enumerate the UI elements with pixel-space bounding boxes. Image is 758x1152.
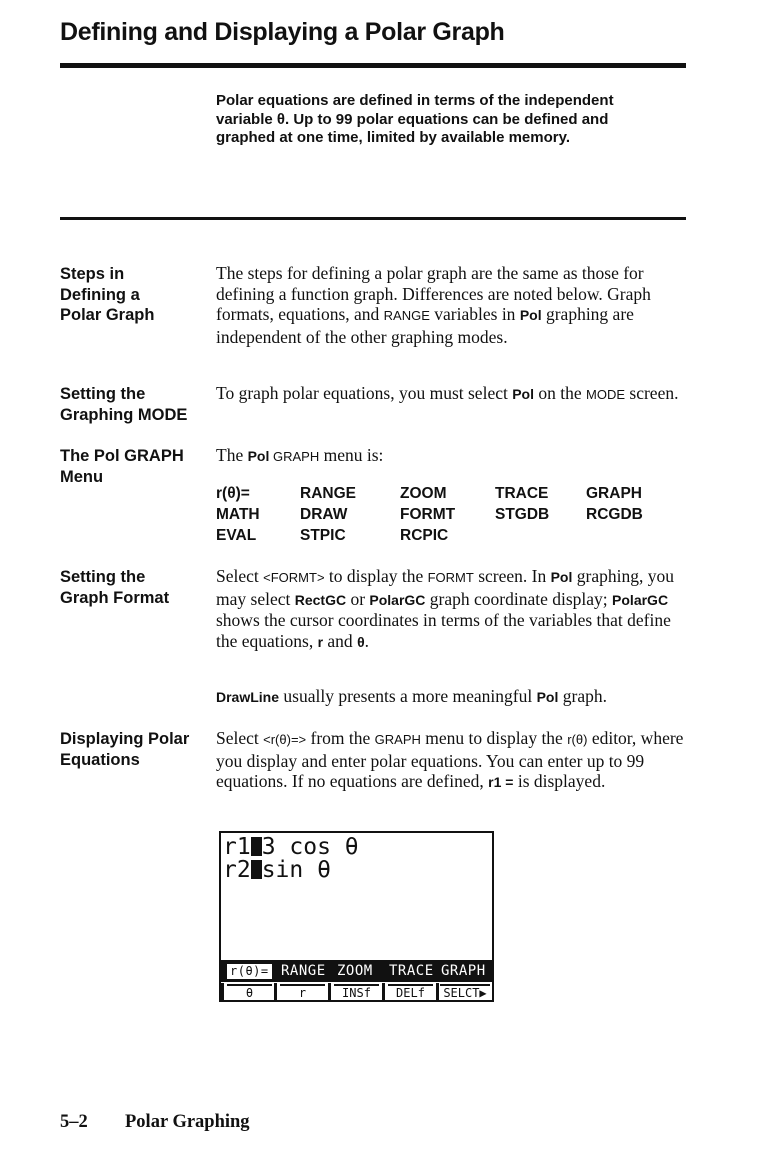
heading-line: Graphing MODE — [60, 405, 188, 424]
calculator-screen — [219, 831, 494, 1002]
text: shows the cursor coordinates in terms of the variables that define the equations, — [216, 610, 671, 651]
text: to display the — [324, 566, 428, 586]
softkey[interactable]: θ — [227, 984, 272, 1000]
softkey-divider — [328, 983, 331, 1000]
screen-text: r2 — [223, 857, 251, 883]
text: The — [216, 445, 248, 465]
menu-item: TRACE — [495, 485, 549, 502]
text: is displayed. — [513, 771, 606, 791]
cursor-block — [251, 860, 262, 879]
text: . — [364, 630, 370, 651]
formt-key: <FORMT> — [263, 570, 325, 585]
heading-steps — [60, 264, 210, 326]
menu-item: MATH — [216, 506, 260, 523]
menu-item: RCGDB — [586, 506, 643, 523]
intro-line: graphed at one time, limited by available memory. — [216, 129, 570, 146]
screen-menu-item[interactable]: r(θ)= — [227, 964, 272, 979]
menu-item: STGDB — [495, 506, 550, 523]
softkey[interactable]: DELf — [388, 984, 433, 1000]
rectgc-keyword: RectGC — [294, 591, 347, 608]
body-menu — [216, 445, 692, 468]
text: The steps for defining a polar graph are the same as those for defining a function graph. Differences are noted below. Graph formats, equations, and — [216, 263, 651, 324]
polargc-keyword: PolarGC — [369, 591, 426, 608]
menu-item: STPIC — [300, 527, 346, 544]
menu-row — [216, 525, 686, 546]
pol-graph-menu-grid — [216, 483, 686, 546]
title-rule — [60, 63, 686, 68]
pol-keyword: Pol — [247, 448, 270, 464]
screen-menu-item[interactable]: GRAPH — [441, 963, 486, 979]
heading-line: Defining a — [60, 285, 140, 304]
menu-item: GRAPH — [586, 485, 642, 502]
menu-item: RCPIC — [400, 527, 449, 544]
body-format — [216, 566, 692, 652]
menu-item: FORMT — [400, 506, 456, 523]
softkey-divider — [221, 983, 224, 1000]
heading-display — [60, 729, 210, 770]
r-theta-key: <r(θ)=> — [263, 732, 307, 747]
text: screen. In — [473, 566, 551, 586]
text: on the — [534, 383, 587, 403]
graph-label: GRAPH — [269, 449, 320, 464]
softkey-divider — [436, 983, 439, 1000]
body-steps — [216, 263, 692, 347]
text: Select — [216, 566, 264, 586]
screen-menu-item[interactable]: TRACE — [389, 963, 434, 979]
text: To graph polar equations, you must select — [216, 383, 513, 403]
menu-item: DRAW — [300, 506, 348, 523]
heading-line: Setting the — [60, 568, 146, 586]
softkey[interactable]: INSf — [334, 984, 379, 1000]
drawline-keyword: DrawLine — [216, 689, 280, 705]
text: Select — [216, 728, 264, 748]
page-title: Defining and Displaying a Polar Graph — [60, 18, 505, 46]
text: graphing, you may select — [216, 566, 674, 609]
intro-paragraph — [216, 92, 656, 148]
text: editor, where you display and enter polar equations. You can enter up to 99 equations. If no equations are defined, — [216, 728, 684, 791]
body-display — [216, 728, 692, 793]
section-rule — [60, 217, 686, 220]
pol-keyword: Pol — [519, 307, 542, 323]
graph-label: GRAPH — [374, 732, 421, 747]
softkey[interactable]: SELCT▶ — [440, 984, 490, 1000]
text: usually presents a more meaningful — [279, 686, 537, 706]
heading-line: Polar Graph — [60, 306, 155, 324]
drawline-note — [216, 686, 692, 708]
heading-line: Graph Format — [60, 588, 170, 607]
screen-text: 3 cos θ — [261, 834, 359, 860]
heading-mode — [60, 384, 210, 425]
text: menu is: — [319, 445, 384, 465]
theta-keyword: θ — [357, 633, 365, 650]
intro-line: variable θ. Up to 99 polar equations can be defined and — [216, 110, 609, 128]
cursor-block — [251, 837, 262, 856]
menu-item: EVAL — [216, 527, 257, 544]
heading-line: The Pol GRAPH — [60, 447, 184, 465]
menu-item: RANGE — [300, 485, 356, 502]
text: graph coordinate display; — [425, 588, 613, 609]
intro-line: Polar equations are defined in terms of the independent — [216, 92, 614, 109]
text: menu to display the — [420, 728, 568, 748]
screen-menu-item[interactable]: RANGE — [281, 963, 326, 979]
heading-line: Equations — [60, 750, 140, 769]
screen-menu-bar — [221, 960, 492, 982]
text: or — [346, 588, 370, 609]
text: graph. — [558, 686, 607, 706]
mode-label: MODE — [586, 387, 626, 402]
r-keyword: r — [317, 633, 324, 650]
formt-label: FORMT — [427, 570, 474, 585]
r-theta-label: r(θ) — [567, 732, 588, 747]
footer-section-title: Polar Graphing — [125, 1112, 250, 1132]
range-label: RANGE — [383, 308, 430, 323]
menu-row — [216, 483, 686, 504]
screen-text: r1 — [223, 834, 251, 860]
pol-keyword: Pol — [536, 689, 559, 705]
heading-line: Steps in — [60, 265, 125, 283]
menu-item: ZOOM — [400, 485, 447, 502]
heading-line: Displaying Polar — [60, 730, 190, 748]
softkey[interactable]: r — [280, 984, 325, 1000]
heading-format — [60, 567, 210, 608]
heading-menu — [60, 446, 210, 487]
screen-menu-item[interactable]: ZOOM — [337, 963, 373, 979]
text: from the — [306, 728, 375, 748]
text: variables in — [429, 304, 520, 324]
text: and — [323, 630, 358, 651]
screen-text: sin θ — [261, 857, 331, 883]
polargc-keyword: PolarGC — [612, 591, 669, 608]
screen-equation-r2 — [223, 857, 331, 883]
screen-softkey-bar — [221, 983, 492, 1000]
heading-line: Setting the — [60, 385, 146, 403]
text: screen. — [625, 383, 679, 403]
softkey-divider — [382, 983, 385, 1000]
r1-keyword: r1 = — [488, 774, 514, 790]
menu-row — [216, 504, 686, 525]
pol-keyword: Pol — [512, 386, 534, 402]
heading-line: Menu — [60, 467, 104, 486]
pol-keyword: Pol — [550, 569, 573, 585]
menu-item: r(θ)= — [216, 485, 250, 502]
softkey-divider — [274, 983, 277, 1000]
text: graphing are independent of the other graphing modes. — [216, 304, 634, 347]
body-mode — [216, 383, 692, 406]
page-number: 5–2 — [60, 1112, 88, 1132]
